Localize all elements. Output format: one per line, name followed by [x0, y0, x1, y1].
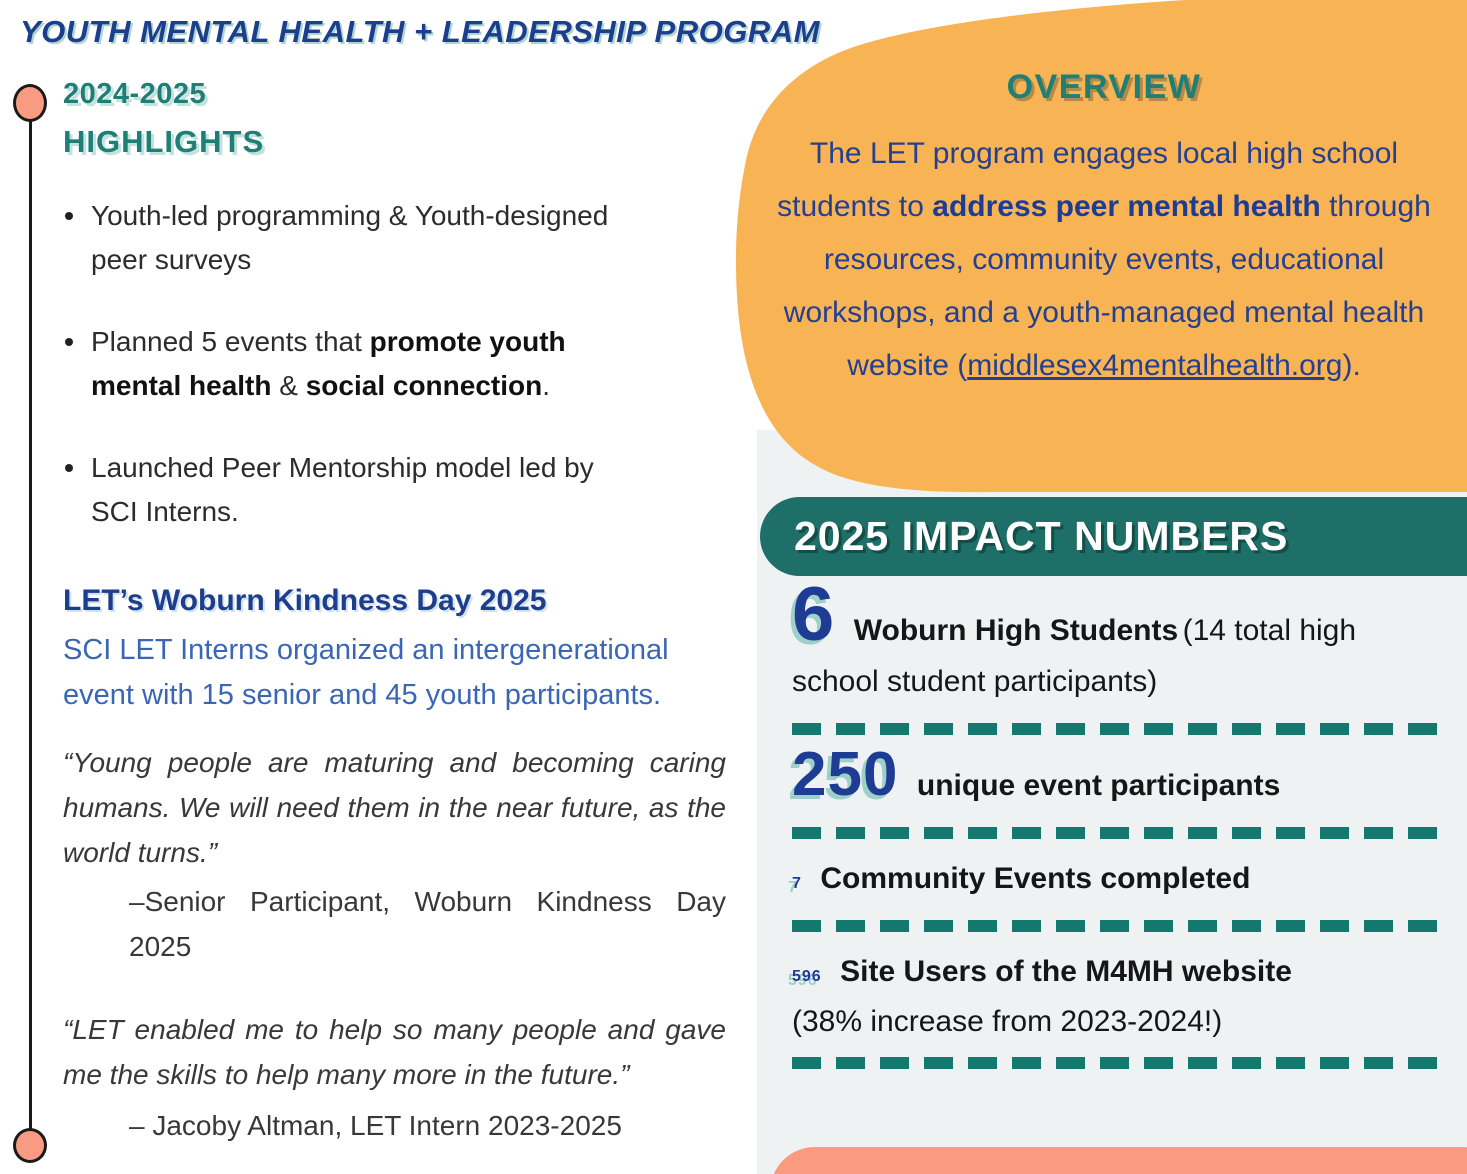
- overview-text-post: ).: [1342, 349, 1361, 382]
- impact-label: Site Users of the M4MH website: [840, 955, 1292, 988]
- timeline-dot-top-icon: [13, 84, 47, 122]
- footer-coral-shape: [770, 1147, 1467, 1174]
- dashed-divider: [792, 920, 1437, 932]
- dashed-divider: [792, 723, 1437, 735]
- highlights-column: [63, 78, 726, 1148]
- bullet2-bold-b: social connection: [305, 370, 543, 401]
- impact-note: (14 total high school student participants): [792, 614, 1357, 698]
- highlights-bullet-list: [63, 194, 641, 534]
- m4mh-website-link[interactable]: middlesex4mentalhealth.org: [967, 349, 1343, 382]
- bullet2-mid: &: [271, 370, 306, 401]
- impact-label: Community Events completed: [820, 862, 1251, 895]
- impact-value: 6: [792, 572, 836, 657]
- impact-label: Woburn High Students: [853, 614, 1179, 647]
- highlights-heading: HIGHLIGHTS: [63, 124, 265, 159]
- impact-item-students: [792, 572, 1443, 710]
- bullet2-bold-a: promote youth mental health: [91, 326, 566, 401]
- impact-numbers-banner: [760, 497, 1467, 576]
- highlight-bullet-mentorship: Launched Peer Mentorship model led by SCI Interns.: [91, 446, 641, 534]
- bullet2-pre: Planned 5 events that: [91, 326, 370, 357]
- bullet2-post: .: [542, 370, 550, 401]
- highlight-bullet-youth-led: Youth-led programming & Youth-designed peer surveys: [91, 194, 641, 282]
- dashed-divider: [792, 1057, 1437, 1069]
- dashed-divider: [792, 827, 1437, 839]
- highlight-bullet-events: [91, 320, 641, 408]
- impact-list: [792, 572, 1443, 1086]
- timeline-line: [29, 102, 32, 1132]
- overview-heading: OVERVIEW: [1006, 68, 1202, 106]
- impact-value: 250: [792, 740, 899, 809]
- senior-participant-quote: “Young people are maturing and becoming caring humans. We will need them in the near future, as the world turns.”: [63, 747, 726, 868]
- intern-attribution: – Jacoby Altman, LET Intern 2023-2025: [129, 1110, 622, 1141]
- overview-text-bold: address peer mental health: [932, 190, 1321, 223]
- impact-numbers-heading: 2025 IMPACT NUMBERS: [794, 513, 1289, 559]
- overview-section: [770, 68, 1438, 392]
- impact-value: 7: [792, 875, 802, 892]
- impact-value: 596: [792, 968, 822, 985]
- intern-quote: “LET enabled me to help so many people and gave me the skills to help many more in the future.”: [63, 1014, 726, 1090]
- impact-label: unique event participants: [916, 769, 1281, 802]
- overview-text-mid: through resources, community events, educational workshops, and a youth-managed mental health website (: [783, 190, 1431, 382]
- timeline-dot-bottom-icon: [13, 1128, 47, 1163]
- impact-item-site-users: [792, 949, 1443, 1044]
- impact-item-participants: [792, 740, 1443, 814]
- kindness-day-summary: SCI LET Interns organized an intergenerational event with 15 senior and 45 youth participants.: [63, 634, 669, 711]
- senior-participant-attribution: –Senior Participant, Woburn Kindness Day 2025: [129, 886, 726, 962]
- impact-note: (38% increase from 2023-2024!): [792, 1005, 1223, 1038]
- kindness-day-heading: LET’s Woburn Kindness Day 2025: [63, 584, 547, 617]
- impact-item-events: [792, 856, 1443, 907]
- overview-paragraph: [770, 127, 1438, 392]
- page-title: YOUTH MENTAL HEALTH + LEADERSHIP PROGRAM: [20, 14, 820, 49]
- overview-text-pre: The LET program engages local high school students to: [777, 137, 1399, 223]
- highlights-period: 2024-2025: [63, 78, 207, 110]
